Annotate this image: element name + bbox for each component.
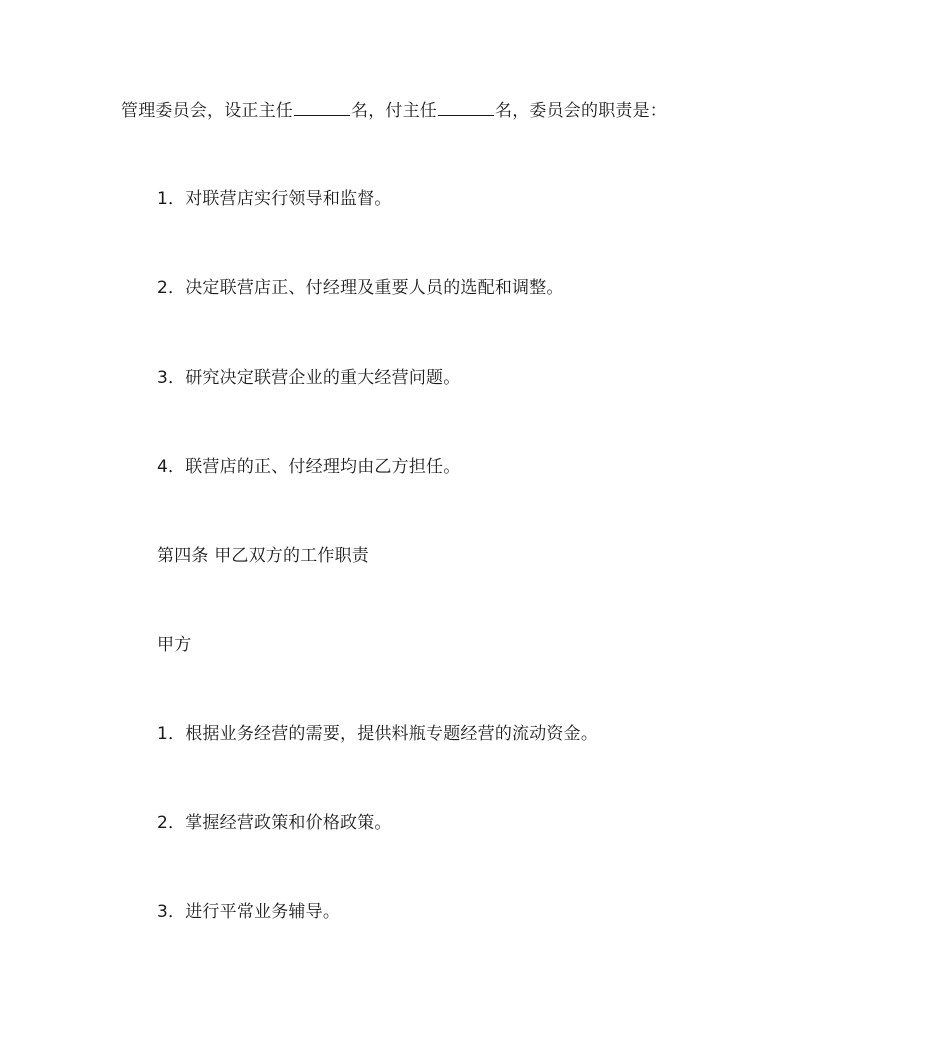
deputy-director-count-blank [438,98,494,116]
committee-duty-item-4: 4．联营店的正、付经理均由乙方担任。 [157,457,461,477]
committee-duty-item-1: 1．对联营店实行领导和监督。 [157,189,392,209]
party-a-duty-item-2: 2．掌握经营政策和价格政策。 [157,813,392,833]
party-a-duty-item-3: 3．进行平常业务辅导。 [157,902,341,922]
committee-intro-paragraph [121,98,667,123]
party-a-label: 甲方 [157,635,192,655]
intro-text-part1: 管理委员会，设正主任 [121,101,293,121]
party-a-duty-item-1: 1．根据业务经营的需要，提供料瓶专题经营的流动资金。 [157,724,599,744]
intro-text-part3: 名，委员会的职责是： [495,101,667,121]
committee-duty-item-2: 2．决定联营店正、付经理及重要人员的选配和调整。 [157,278,564,298]
intro-text-part2: 名，付主任 [351,101,437,121]
article-heading: 第四条 甲乙双方的工作职责 [157,546,370,566]
director-count-blank [294,98,350,116]
committee-duty-item-3: 3．研究决定联营企业的重大经营问题。 [157,368,461,388]
